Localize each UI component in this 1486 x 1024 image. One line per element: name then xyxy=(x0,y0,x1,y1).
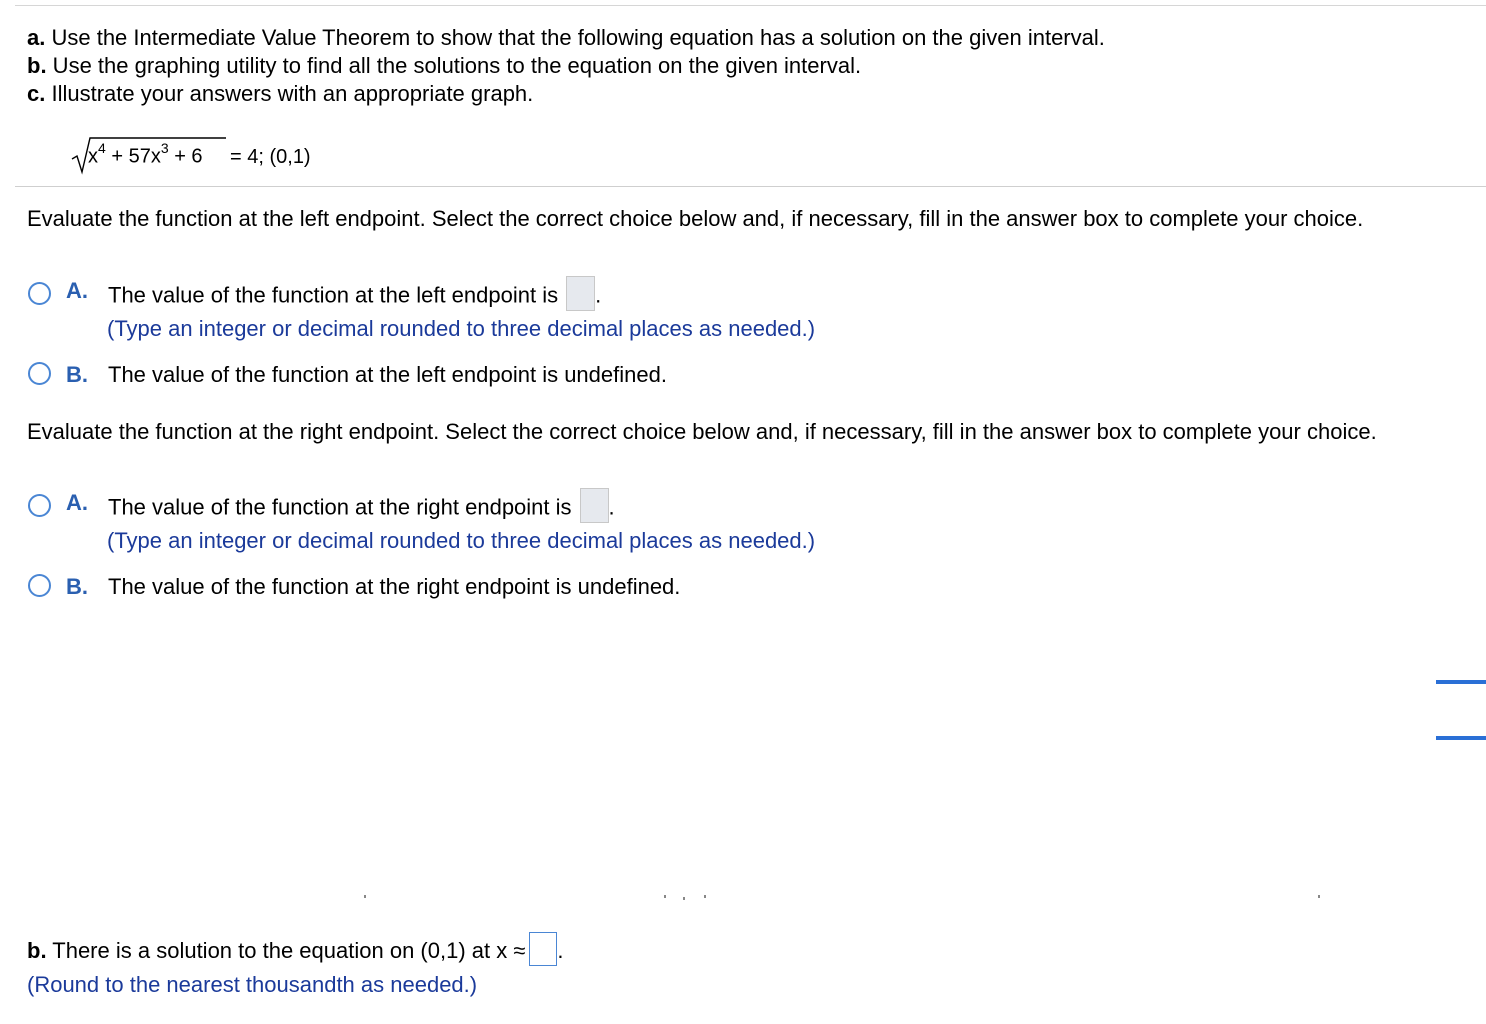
right-choice-a-period: . xyxy=(608,494,615,520)
part-b-hint: (Round to the nearest thousandth as needed.) xyxy=(27,972,478,997)
instruction-b xyxy=(27,52,861,80)
right-choice-b-radio[interactable] xyxy=(28,574,51,597)
graph-dot xyxy=(664,895,666,898)
left-choice-a-text: The value of the function at the left endpoint is xyxy=(108,282,559,308)
right-choice-a-letter: A. xyxy=(66,490,88,515)
right-choice-a-hint: (Type an integer or decimal rounded to three decimal places as needed.) xyxy=(107,528,816,553)
graph-dot xyxy=(683,897,685,900)
left-choice-a-text-wrap xyxy=(108,282,601,311)
instruction-a-label: a. xyxy=(27,25,46,50)
left-endpoint-prompt: Evaluate the function at the left endpoint. Select the correct choice below and, if necessary, fill in the answer box to complete your choice. xyxy=(27,206,1364,231)
left-choice-b-radio[interactable] xyxy=(28,362,51,385)
instruction-a xyxy=(27,24,1105,52)
sidebar-tick-mark xyxy=(1436,680,1486,684)
equation-term3: + 6 xyxy=(168,145,203,168)
right-choice-a-radio[interactable] xyxy=(28,494,51,517)
sidebar-tick-mark xyxy=(1436,736,1486,740)
part-b-question xyxy=(27,938,564,966)
equation-radicand xyxy=(88,142,203,169)
instruction-a-text: Use the Intermediate Value Theorem to show that the following equation has a solution on the given interval. xyxy=(45,25,1105,50)
right-endpoint-prompt: Evaluate the function at the right endpoint. Select the correct choice below and, if necessary, fill in the answer box to complete your choice. xyxy=(27,419,1377,444)
right-choice-b-letter: B. xyxy=(66,574,88,599)
equation-rhs: = 4; (0,1) xyxy=(230,146,311,168)
instruction-c-label: c. xyxy=(27,81,46,106)
right-answer-box[interactable] xyxy=(580,488,609,523)
instruction-b-text: Use the graphing utility to find all the solutions to the equation on the given interval. xyxy=(46,53,862,78)
left-choice-b-text: The value of the function at the left endpoint is undefined. xyxy=(108,362,667,387)
part-b-label: b. xyxy=(27,938,47,963)
section-divider xyxy=(15,186,1486,187)
top-divider xyxy=(15,5,1486,6)
left-choice-a-hint: (Type an integer or decimal rounded to three decimal places as needed.) xyxy=(107,316,816,341)
right-choice-a-text-wrap xyxy=(108,494,615,523)
left-choice-a-period: . xyxy=(595,282,602,308)
graph-dot xyxy=(364,895,366,898)
right-choice-a-text: The value of the function at the right endpoint is xyxy=(108,494,572,520)
left-choice-a-radio[interactable] xyxy=(28,282,51,305)
part-b-text: There is a solution to the equation on (0,1) at x ≈ xyxy=(46,938,526,963)
equation-term1-exp: 4 xyxy=(98,140,106,156)
instruction-b-label: b. xyxy=(27,53,47,78)
equation-term2-exp: 3 xyxy=(160,140,169,156)
instruction-c-text: Illustrate your answers with an appropriate graph. xyxy=(45,81,534,106)
part-b-answer-box[interactable] xyxy=(529,932,557,966)
instruction-c xyxy=(27,80,533,108)
graph-dot xyxy=(704,895,706,898)
right-choice-b-text: The value of the function at the right endpoint is undefined. xyxy=(108,574,681,599)
equation-term1: x xyxy=(88,145,98,168)
left-answer-box[interactable] xyxy=(566,276,595,311)
graph-dot xyxy=(1318,895,1320,898)
left-choice-a-letter: A. xyxy=(66,278,88,303)
equation-term2: + 57x xyxy=(105,145,161,168)
left-choice-b-letter: B. xyxy=(66,362,88,387)
part-b-period: . xyxy=(557,938,564,963)
